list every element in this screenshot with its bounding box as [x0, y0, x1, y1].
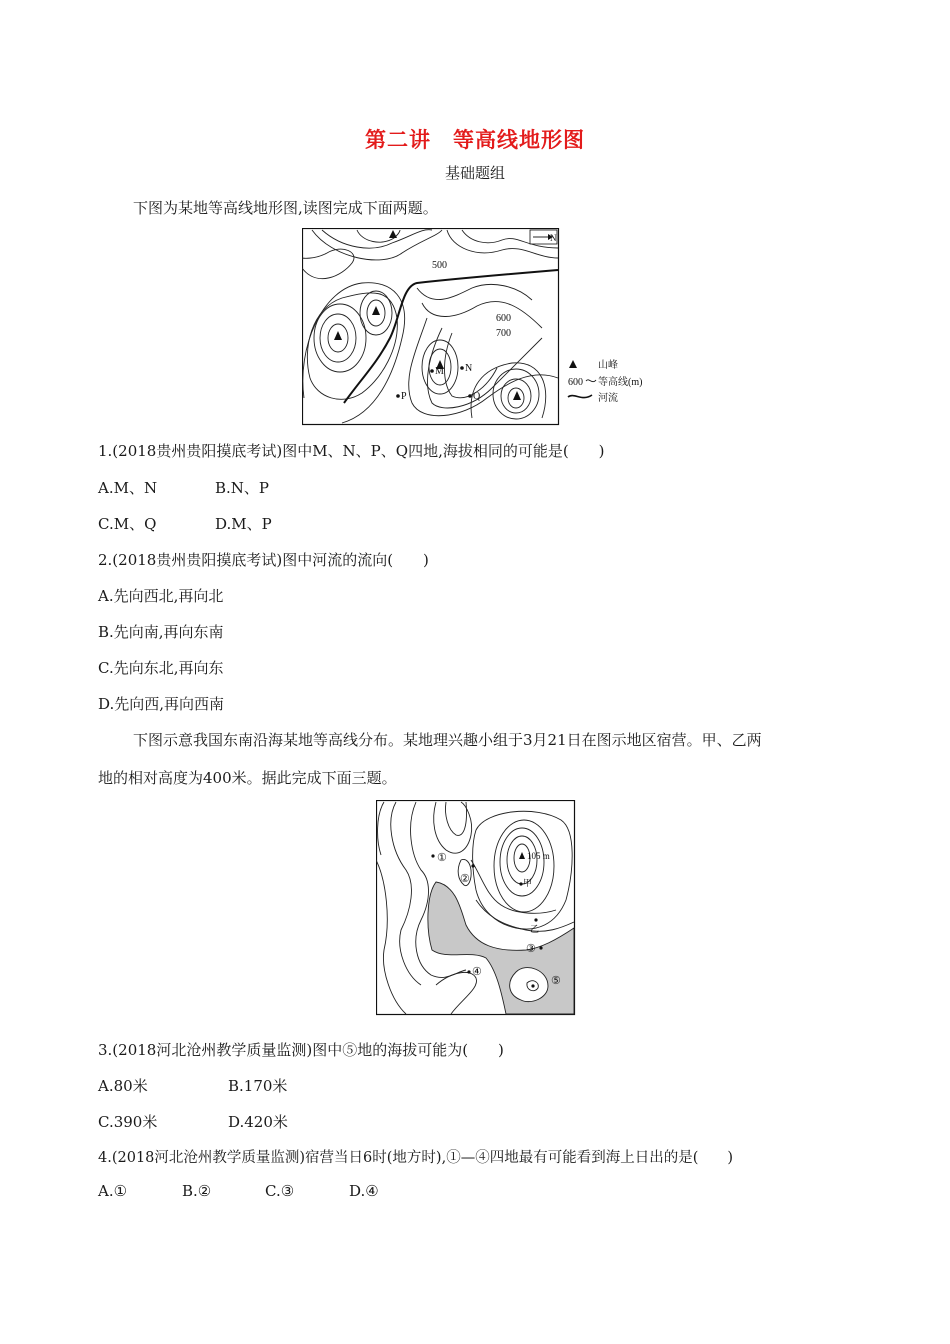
legend-contour-label: 等高线(m) — [598, 377, 643, 388]
question-1-option-c[interactable]: C.M、Q — [98, 515, 157, 533]
intro-paragraph-2-line-2: 地的相对高度为400米。据此完成下面三题。 — [98, 769, 397, 787]
point-jia-label: 甲 — [523, 878, 533, 888]
legend-river-label: 河流 — [598, 393, 618, 404]
contour-label-700: 700 — [496, 328, 511, 339]
peak-elevation-label: 105 m — [527, 851, 550, 861]
point-2-label: ② — [460, 873, 470, 885]
legend-peak-icon — [569, 360, 577, 368]
question-3-option-b[interactable]: B.170米 — [228, 1077, 288, 1095]
question-1-option-a[interactable]: A.M、N — [98, 479, 158, 497]
point-3-label: ③ — [526, 943, 536, 955]
page-title: 第二讲 等高线地形图 — [365, 128, 585, 152]
question-2-stem: 2.(2018贵州贵阳摸底考试)图中河流的流向( ) — [98, 551, 429, 569]
contour-map-2 — [376, 800, 576, 1016]
question-2-option-b[interactable]: B.先向南,再向东南 — [98, 623, 224, 641]
question-2-option-d[interactable]: D.先向西,再向西南 — [98, 695, 225, 713]
point-M-label: M — [435, 366, 444, 377]
question-1-stem: 1.(2018贵州贵阳摸底考试)图中M、N、P、Q四地,海拔相同的可能是( ) — [98, 442, 605, 460]
point-5-label: ⑤ — [551, 975, 561, 987]
question-1-option-b[interactable]: B.N、P — [215, 479, 270, 497]
contour-map-1 — [302, 228, 658, 426]
question-4-option-d[interactable]: D.④ — [349, 1182, 379, 1200]
point-1-label: ① — [437, 852, 447, 864]
contour-label-500: 500 — [432, 260, 447, 271]
contour-label-600: 600 — [496, 313, 511, 324]
question-4-option-a[interactable]: A.① — [98, 1182, 128, 1200]
question-2-option-c[interactable]: C.先向东北,再向东 — [98, 659, 224, 677]
question-4-option-b[interactable]: B.② — [182, 1182, 212, 1200]
question-3-option-a[interactable]: A.80米 — [98, 1077, 148, 1095]
point-N-label: N — [465, 363, 473, 374]
question-3-stem: 3.(2018河北沧州教学质量监测)图中⑤地的海拔可能为( ) — [98, 1041, 504, 1059]
legend-peak-label: 山峰 — [598, 360, 618, 371]
question-3-option-c[interactable]: C.390米 — [98, 1113, 158, 1131]
question-4-stem: 4.(2018河北沧州教学质量监测)宿营当日6时(地方时),①—④四地最有可能看到海上日出的是( ) — [98, 1150, 734, 1166]
intro-paragraph-2-line-1: 下图示意我国东南沿海某地等高线分布。某地理兴趣小组于3月21日在图示地区宿营。甲、乙两 — [133, 731, 762, 749]
point-Q-label: Q — [473, 391, 481, 402]
question-1-option-d[interactable]: D.M、P — [215, 515, 272, 533]
intro-paragraph-1: 下图为某地等高线地形图,读图完成下面两题。 — [133, 199, 438, 217]
question-3-option-d[interactable]: D.420米 — [228, 1113, 288, 1131]
legend-contour-value: 600 — [568, 377, 583, 388]
point-4-label: ④ — [472, 966, 482, 978]
question-2-option-a[interactable]: A.先向西北,再向北 — [98, 587, 224, 605]
point-yi-label: 乙 — [530, 924, 540, 934]
section-subtitle: 基础题组 — [444, 164, 505, 182]
point-P-label: P — [401, 391, 407, 402]
north-label: N — [550, 233, 557, 243]
question-4-option-c[interactable]: C.③ — [265, 1182, 295, 1200]
